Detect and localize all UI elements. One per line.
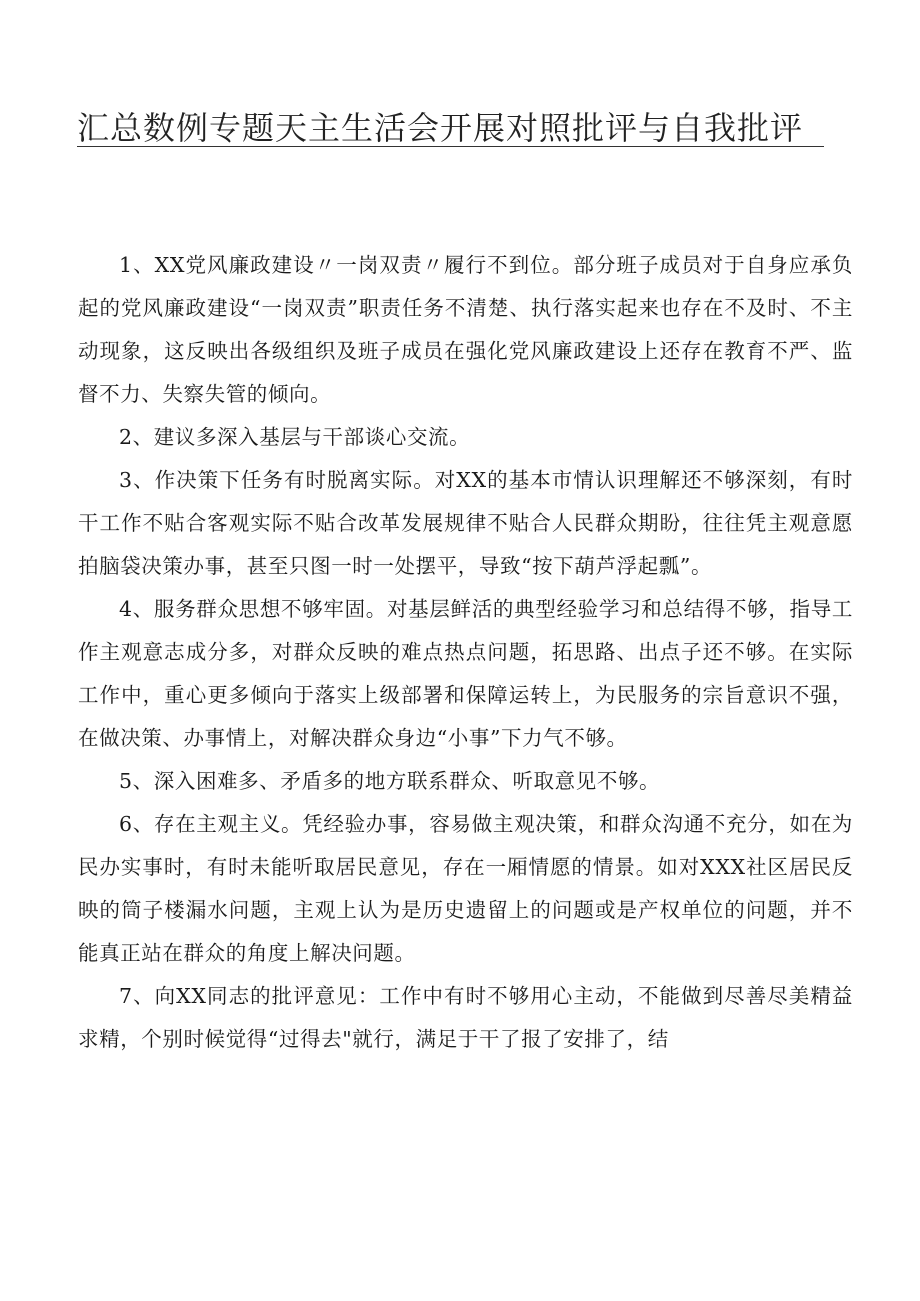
paragraph-1: 1、XX党风廉政建设〃一岗双责〃履行不到位。部分班子成员对于自身应承负起的党风廉政建设“一岗双责”职责任务不清楚、执行落实起来也存在不及时、不主动现象，这反映出各级组织及班子成员在强化党风廉政建设上还存在教育不严、监督不力、失察失管的倾向。 [78,253,853,406]
paragraph-2: 2、建议多深入基层与干部谈心交流。 [119,425,471,449]
document-title: 汇总数例专题天主生活会开展对照批评与自我批评 [77,109,804,147]
paragraph-3: 3、作决策下任务有时脱离实际。对XX的基本市情认识理解还不够深刻，有时干工作不贴合客观实际不贴合改革发展规律不贴合人民群众期盼，往往凭主观意愿拍脑袋决策办事，甚至只图一时一处摆平，导致“按下葫芦浮起瓢”。 [78,468,853,578]
paragraph-6: 6、存在主观主义。凭经验办事，容易做主观决策，和群众沟通不充分，如在为民办实事时，有时未能听取居民意见，存在一厢情愿的情景。如对XXX社区居民反映的筒子楼漏水问题，主观上认为是历史遗留上的问题或是产权单位的问题，并不能真正站在群众的角度上解决问题。 [78,812,853,965]
document-body [78,244,853,1061]
paragraph-5: 5、深入困难多、矛盾多的地方联系群众、听取意见不够。 [119,769,661,793]
paragraph-7: 7、向XX同志的批评意见：工作中有时不够用心主动，不能做到尽善尽美精益求精，个别时候觉得“过得去"就行，满足于干了报了安排了，结 [78,984,853,1051]
title-underline [77,146,824,147]
paragraph-4: 4、服务群众思想不够牢固。对基层鲜活的典型经验学习和总结得不够，指导工作主观意志成分多，对群众反映的难点热点问题，拓思路、出点子还不够。在实际工作中，重心更多倾向于落实上级部署和保障运转上，为民服务的宗旨意识不强，在做决策、办事情上，对解决群众身边“小事”下力气不够。 [78,597,853,750]
